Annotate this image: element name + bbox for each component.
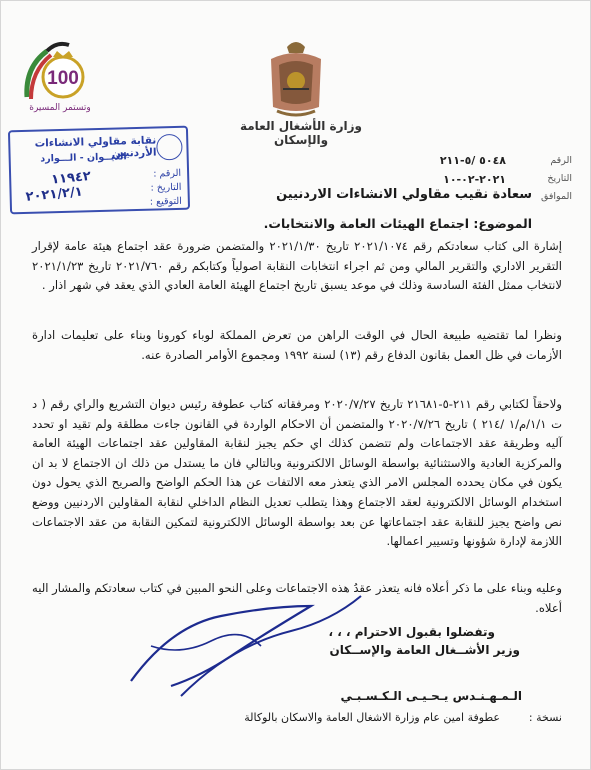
- signer-name: الـمـهـنـدس يـحـيـى الـكـسـبـي: [340, 689, 522, 703]
- logo-number: 100: [47, 68, 79, 89]
- ref-number-value: ٥٠٤٨ /٥-٢١١: [439, 154, 506, 167]
- logo-tagline: وتستمر المسيرة: [29, 103, 91, 113]
- ref-date-label: التاريخ: [547, 173, 572, 184]
- stamp-date-value: ٢٠٢١/٢/١: [25, 184, 84, 205]
- body-paragraph: ونظرا لما تقتضيه طبيعة الحال في الوقت الراهن من تعرض المملكة لوباء كورونا وبناء على تعليمات ادارة الأزمات في ظل العمل بقانون الدفاع رقم (١٣) لسنة ١٩٩٢ ومجموع الأوامر الصادرة عنه.: [32, 328, 562, 362]
- stamp-number-value: ١١٩٤٢: [50, 168, 92, 188]
- body-paragraph: وعليه وبناء على ما ذكر أعلاه فانه يتعذر عقدُ هذه الاجتماعات وعلى النحو المبين في كتاب سعادتكم والمشار اليه أعلاه.: [32, 581, 562, 615]
- ministry-name: وزارة الأشغال العامة والإسكان: [239, 119, 363, 147]
- ref-number-label: الرقم: [550, 155, 572, 166]
- stamp-number-label: الرقم :: [153, 167, 182, 180]
- copy-recipient: عطوفة امين عام وزارة الاشغال العامة والاسكان بالوكالة: [244, 711, 500, 724]
- stamp-subtitle: الديــوان - الـــوارد: [40, 151, 127, 165]
- addressee: سعادة نقيب مقاولي الانشاءات الاردنيين: [276, 187, 532, 202]
- stamp-title: نقابة مقاولي الانشاءات الأردنيين: [34, 134, 157, 160]
- incoming-stamp: [8, 126, 190, 215]
- coat-of-arms-icon: [265, 37, 327, 119]
- signer-title: وزير الأشــغال العامة والإســكان: [329, 643, 520, 657]
- centenary-logo: [17, 37, 97, 107]
- body-paragraph: ولاحقاً لكتابي رقم ٢١١-٥-٢١٦٨١ تاريخ ٢٠٢٠/٧/٢٧ ومرفقاته كتاب عطوفة رئيس ديوان التشريع والراي رقم ( د ت ١/١/م/١ /٢١٤ ) تاريخ ٢٠٢٠/٧/٢٦ والمتضمن أن الاحكام الواردة في القانون جاءت مطلقة ولم تقيد او تحدد آليه وطريقة عقد الاجتماعات ولم تتضمن كذلك اي حكم يجيز لنقابة المقاولين عقد اجتماعات الهيئة العامة والمركزية العادية والاستثنائية بواسطة الوسائل الالكترونية وبالتالي فان ما يستدل من ذلك ان الاجتماع لا بد ان يكون في مكان يحدده المجلس الامر الذي يتعذر معه الالتفات عن هذا الحكم الواضح والصريح الذي يحول دون استخدام الوسائل الالكترونية لعقد الاجتماع وهذا يتطلب تعديل النظام الداخلي لنقابة المقاولين الاردنيين ووضع نص واضح يجيز للنقابة عقد اجتماعاتها عن بعد بواسطة الوسائل الالكترونية لتمكين النقابة من عقد الاجتماعات اللازمة لإدارة شؤونها وتسيير اعمالها.: [32, 397, 562, 549]
- ref-corresponding-label: الموافق: [540, 191, 572, 202]
- subject-line: الموضوع: اجتماع الهيئات العامة والانتخابات.: [263, 216, 532, 231]
- stamp-signature-label: التوقيع :: [149, 195, 182, 208]
- copy-label: نسخة :: [528, 711, 562, 724]
- stamp-seal-icon: [156, 134, 183, 161]
- ref-date-value: ٢٠٢١-٠٢-١٠: [443, 173, 506, 186]
- stamp-date-label: التاريخ :: [150, 181, 182, 194]
- body-paragraph: إشارة الى كتاب سعادتكم رقم ٢٠٢١/١٠٧٤ تاريخ ٢٠٢١/١/٣٠ والمتضمن ضرورة عقد اجتماع هيئة عامة لإقرار التقرير الاداري والتقرير المالي ومن ثم اجراء انتخابات النقابة اصولياً وكتابكم رقم ٢٠٢١/٧٦٠ تاريخ ٢٠٢١/١/٢٣ لانتخاب ممثل الفئة السادسة وذلك في موعد يسبق تاريخ اجتماع الهيئة العامة العادي الذي يعقد في شهر اذار .: [32, 239, 562, 293]
- closing-line: وتفضلوا بقبول الاحترام ، ، ،: [328, 625, 495, 639]
